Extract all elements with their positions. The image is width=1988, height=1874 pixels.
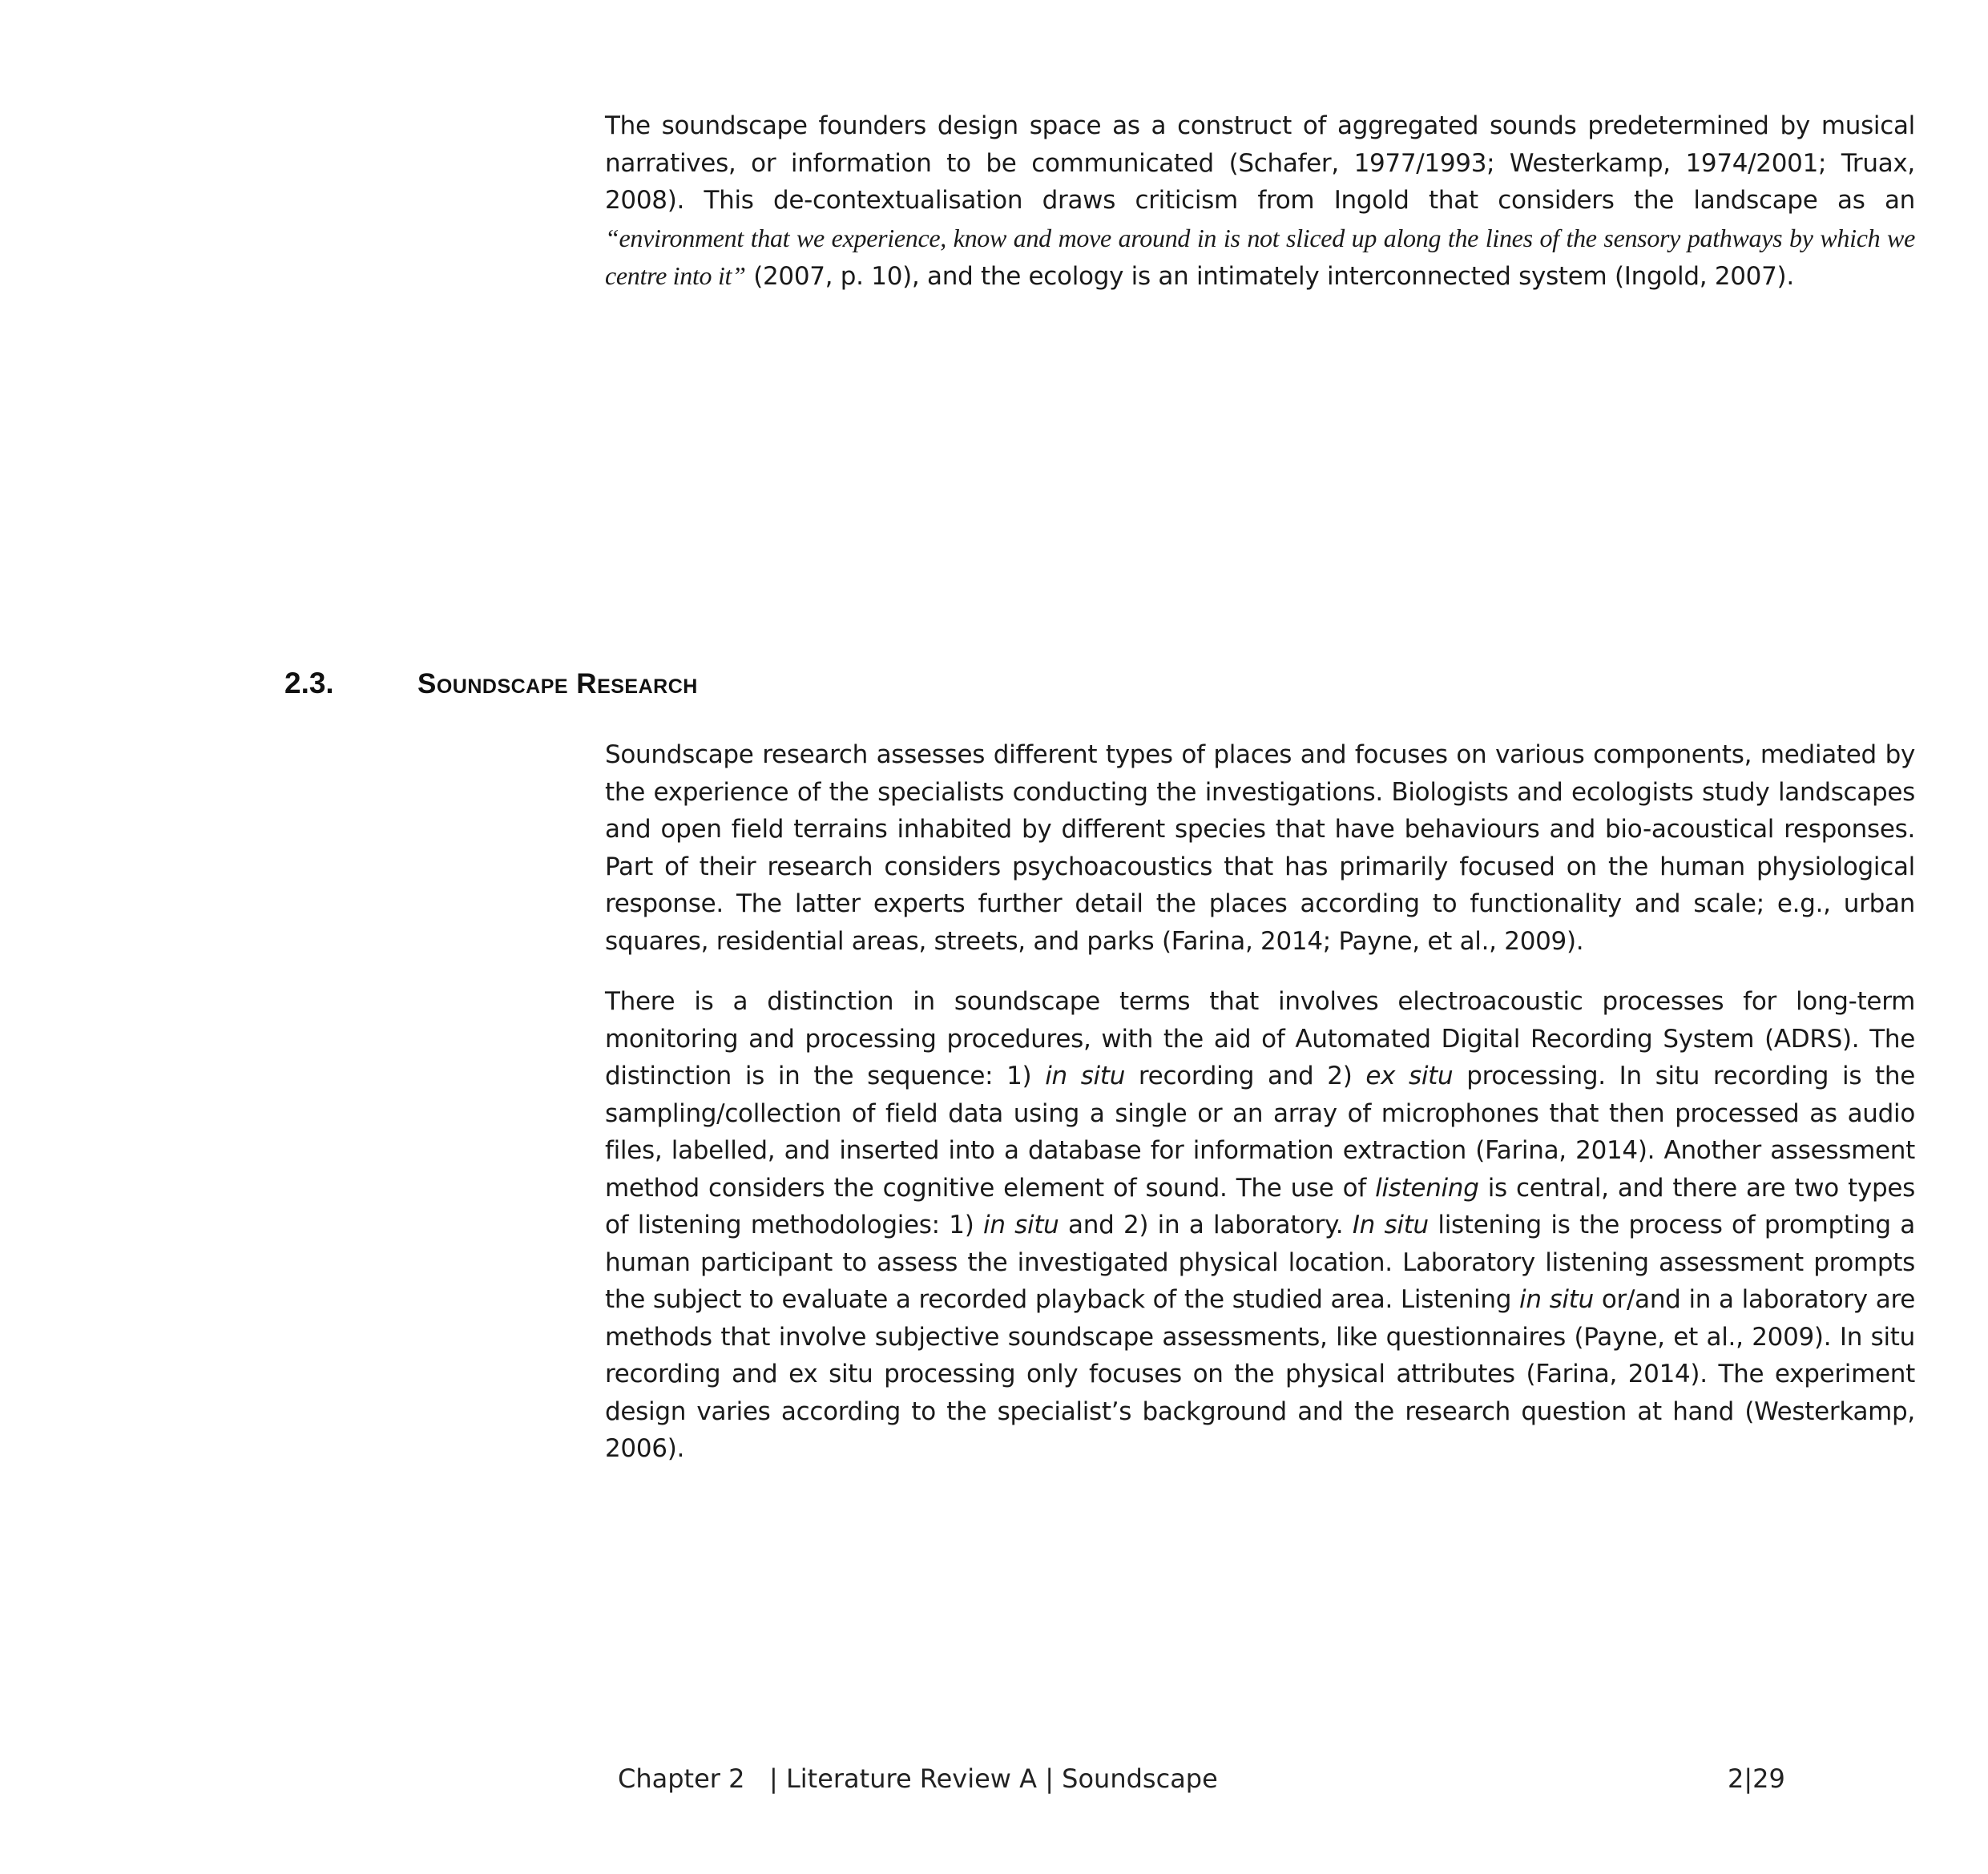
intro-paragraph bbox=[605, 107, 1915, 296]
research-paragraph-block bbox=[605, 736, 1915, 960]
italic-term: listening bbox=[1375, 1173, 1479, 1203]
distinction-text: or/and in a laboratory are methods that involve subjective soundscape assessments, like questionnaires (Payne, et al., 2009). In situ recording and ex situ processing only focuses on the physical attributes (Farina, 2014). The experiment design varies according to the specialist’s background and the research question at hand (Westerkamp, 2006). bbox=[605, 1285, 1916, 1463]
distinction-text: There is a distinction in soundscape terms that involves electroacoustic processes for long-term monitoring and processing procedures, with the aid of Automated Digital Recording System (ADRS). The distinction is in the sequence: 1) bbox=[605, 987, 1915, 1090]
footer-page-number: 2|29 bbox=[1728, 1763, 1785, 1794]
section-title: Soundscape Research bbox=[417, 668, 698, 699]
section-number: 2.3. bbox=[284, 667, 334, 699]
distinction-text: listening is the process of prompting a human participant to assess the investigated physical location. Laboratory listening assessment prompts the subject to evaluate a recorded playback of the studied area. Listening bbox=[605, 1211, 1915, 1314]
distinction-paragraph-block bbox=[605, 983, 1915, 1468]
distinction-text: processing. In situ recording is the sampling/collection of field data using a single or an array of microphones that then processed as audio files, labelled, and inserted into a database for information extraction (Farina, 2014). Another assessment method considers the cognitive element of sound. The use of bbox=[605, 1062, 1915, 1203]
research-paragraph: Soundscape research assesses different types of places and focuses on various components, mediated by the experience of the specialists conducting the investigations. Biologists and ecologists study landscapes and open field terrains inhabited by different species that have behaviours and bio-acoustical responses. Part of their research considers psychoacoustics that has primarily focused on the human physiological response. The latter experts further detail the places according to functionality and scale; e.g., urban squares, residential areas, streets, and parks (Farina, 2014; Payne, et al., 2009). bbox=[605, 740, 1915, 956]
italic-term: ex situ bbox=[1365, 1062, 1454, 1090]
italic-term: in situ bbox=[983, 1211, 1059, 1239]
intro-text-b: (2007, p. 10), and the ecology is an intimately interconnected system (Ingold, 2007). bbox=[745, 262, 1794, 291]
ingold-quote: “environment that we experience, know and move around in is not sliced up along the lines of the sensory pathways by which we centre into it” bbox=[605, 223, 1915, 290]
intro-text-a: The soundscape founders design space as a construct of aggregated sounds predetermined by musical narratives, or information to be communicated (Schafer, 1977/1993; Westerkamp, 1974/2001; Truax, 2008). This de-contextualisation draws criticism from Ingold that considers the landscape as an bbox=[605, 111, 1915, 215]
italic-term: in situ bbox=[1519, 1285, 1594, 1314]
intro-paragraph-block bbox=[605, 107, 1915, 296]
italic-term: In situ bbox=[1352, 1211, 1429, 1239]
italic-term: in situ bbox=[1045, 1062, 1126, 1090]
footer-chapter-label: Chapter 2 | Literature Review A | Soundscape bbox=[618, 1763, 1218, 1794]
distinction-text: recording and 2) bbox=[1125, 1062, 1366, 1090]
distinction-text: and 2) in a laboratory. bbox=[1059, 1211, 1353, 1239]
distinction-text: is central, and there are two types of listening methodologies: 1) bbox=[605, 1173, 1915, 1239]
distinction-paragraph bbox=[605, 983, 1915, 1468]
